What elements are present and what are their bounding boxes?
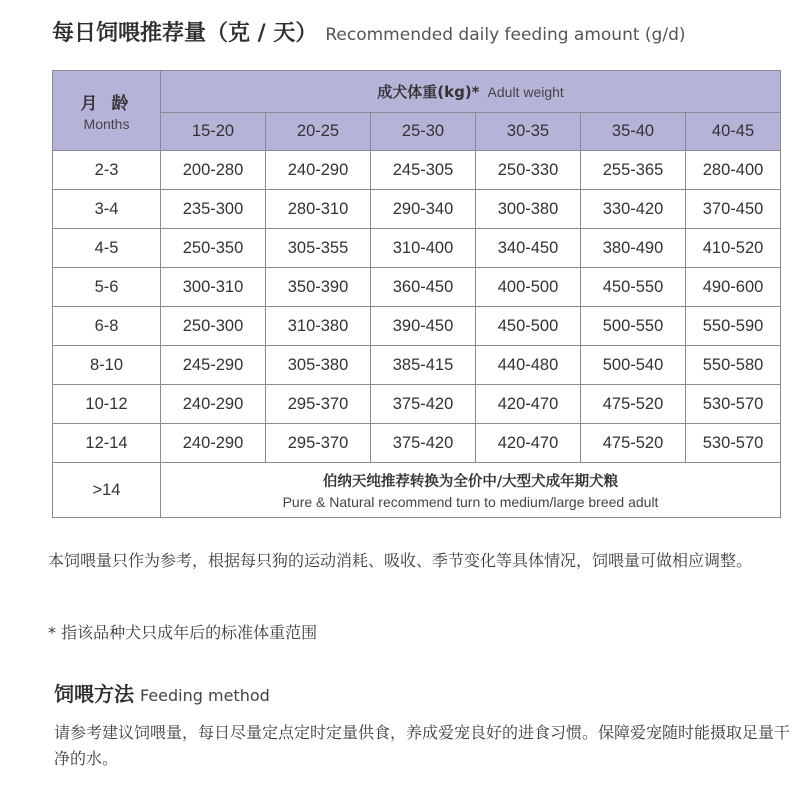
month-cell: 10-12 (53, 385, 161, 424)
amount-cell: 550-580 (686, 346, 781, 385)
amount-cell: 310-400 (371, 229, 476, 268)
amount-cell: 340-450 (476, 229, 581, 268)
amount-cell: 375-420 (371, 424, 476, 463)
feeding-method-title-en: Feeding method (140, 686, 270, 705)
table-row (53, 346, 781, 385)
amount-cell: 280-400 (686, 151, 781, 190)
amount-cell: 380-490 (581, 229, 686, 268)
amount-cell: 250-330 (476, 151, 581, 190)
table-header-row (53, 71, 781, 113)
month-cell: 6-8 (53, 307, 161, 346)
table-row (53, 229, 781, 268)
weight-column: 15-20 (161, 113, 266, 151)
amount-cell: 420-470 (476, 385, 581, 424)
amount-cell: 360-450 (371, 268, 476, 307)
reference-note: 本饲喂量只作为参考，根据每只狗的运动消耗、吸收、季节变化等具体情况，饲喂量可做相应调整。 (48, 551, 753, 570)
amount-cell: 370-450 (686, 190, 781, 229)
month-header-cn: 月 龄 (80, 94, 133, 114)
amount-cell: 385-415 (371, 346, 476, 385)
table-row (53, 268, 781, 307)
weight-header-cn: 成犬体重(kg)* (377, 83, 480, 101)
weight-column: 20-25 (266, 113, 371, 151)
month-cell: 8-10 (53, 346, 161, 385)
amount-cell: 280-310 (266, 190, 371, 229)
table-row (53, 424, 781, 463)
amount-cell: 200-280 (161, 151, 266, 190)
month-cell: 2-3 (53, 151, 161, 190)
table-row (53, 307, 781, 346)
amount-cell: 295-370 (266, 385, 371, 424)
weight-columns-row (53, 113, 781, 151)
amount-cell: 240-290 (266, 151, 371, 190)
amount-cell: 310-380 (266, 307, 371, 346)
amount-cell: 350-390 (266, 268, 371, 307)
feeding-table (52, 70, 781, 518)
table-row-adult (53, 463, 781, 518)
table-body (53, 151, 781, 463)
amount-cell: 400-500 (476, 268, 581, 307)
amount-cell: 490-600 (686, 268, 781, 307)
amount-cell: 410-520 (686, 229, 781, 268)
amount-cell: 475-520 (581, 424, 686, 463)
amount-cell: 550-590 (686, 307, 781, 346)
month-cell: 5-6 (53, 268, 161, 307)
amount-cell: 330-420 (581, 190, 686, 229)
weight-header-cell (161, 71, 781, 113)
amount-cell: 420-470 (476, 424, 581, 463)
table-row (53, 385, 781, 424)
month-cell: 4-5 (53, 229, 161, 268)
amount-cell: 375-420 (371, 385, 476, 424)
amount-cell: 300-310 (161, 268, 266, 307)
amount-cell: 305-380 (266, 346, 371, 385)
amount-cell: 250-300 (161, 307, 266, 346)
amount-cell: 450-550 (581, 268, 686, 307)
amount-cell: 255-365 (581, 151, 686, 190)
feeding-method-title (54, 678, 270, 707)
amount-cell: 240-290 (161, 385, 266, 424)
weight-column: 40-45 (686, 113, 781, 151)
amount-cell: 245-305 (371, 151, 476, 190)
weight-column: 30-35 (476, 113, 581, 151)
amount-cell: 295-370 (266, 424, 371, 463)
weight-header-en: Adult weight (487, 84, 564, 100)
amount-cell: 390-450 (371, 307, 476, 346)
amount-cell: 475-520 (581, 385, 686, 424)
feeding-method-title-cn: 饲喂方法 (54, 682, 134, 706)
feeding-method-text: 请参考建议饲喂量，每日尽量定点定时定量供食，养成爱宠良好的进食习惯。保障爱宠随时能摄取足量干净的水。 (54, 723, 791, 768)
amount-cell: 500-540 (581, 346, 686, 385)
amount-cell: 305-355 (266, 229, 371, 268)
amount-cell: 450-500 (476, 307, 581, 346)
amount-cell: 240-290 (161, 424, 266, 463)
month-header-en: Months (83, 116, 130, 132)
title-cn: 每日饲喂推荐量（克 / 天） (52, 21, 318, 46)
month-cell: 12-14 (53, 424, 161, 463)
amount-cell: 530-570 (686, 424, 781, 463)
weight-column: 25-30 (371, 113, 476, 151)
amount-cell: 245-290 (161, 346, 266, 385)
weight-footnote: * 指该品种犬只成年后的标准体重范围 (48, 623, 318, 642)
month-header-cell (53, 71, 161, 151)
adult-note-cell (161, 463, 781, 518)
adult-note-en: Pure & Natural recommend turn to medium/large breed adult (282, 494, 659, 510)
amount-cell: 530-570 (686, 385, 781, 424)
table-row (53, 151, 781, 190)
page-title (52, 16, 686, 47)
amount-cell: 440-480 (476, 346, 581, 385)
amount-cell: 500-550 (581, 307, 686, 346)
amount-cell: 250-350 (161, 229, 266, 268)
table-row (53, 190, 781, 229)
month-cell: 3-4 (53, 190, 161, 229)
month-cell: >14 (53, 463, 161, 518)
amount-cell: 300-380 (476, 190, 581, 229)
title-en: Recommended daily feeding amount (g/d) (325, 25, 686, 45)
amount-cell: 290-340 (371, 190, 476, 229)
weight-column: 35-40 (581, 113, 686, 151)
amount-cell: 235-300 (161, 190, 266, 229)
adult-note-cn: 伯纳天纯推荐转换为全价中/大型犬成年期犬粮 (322, 474, 619, 490)
